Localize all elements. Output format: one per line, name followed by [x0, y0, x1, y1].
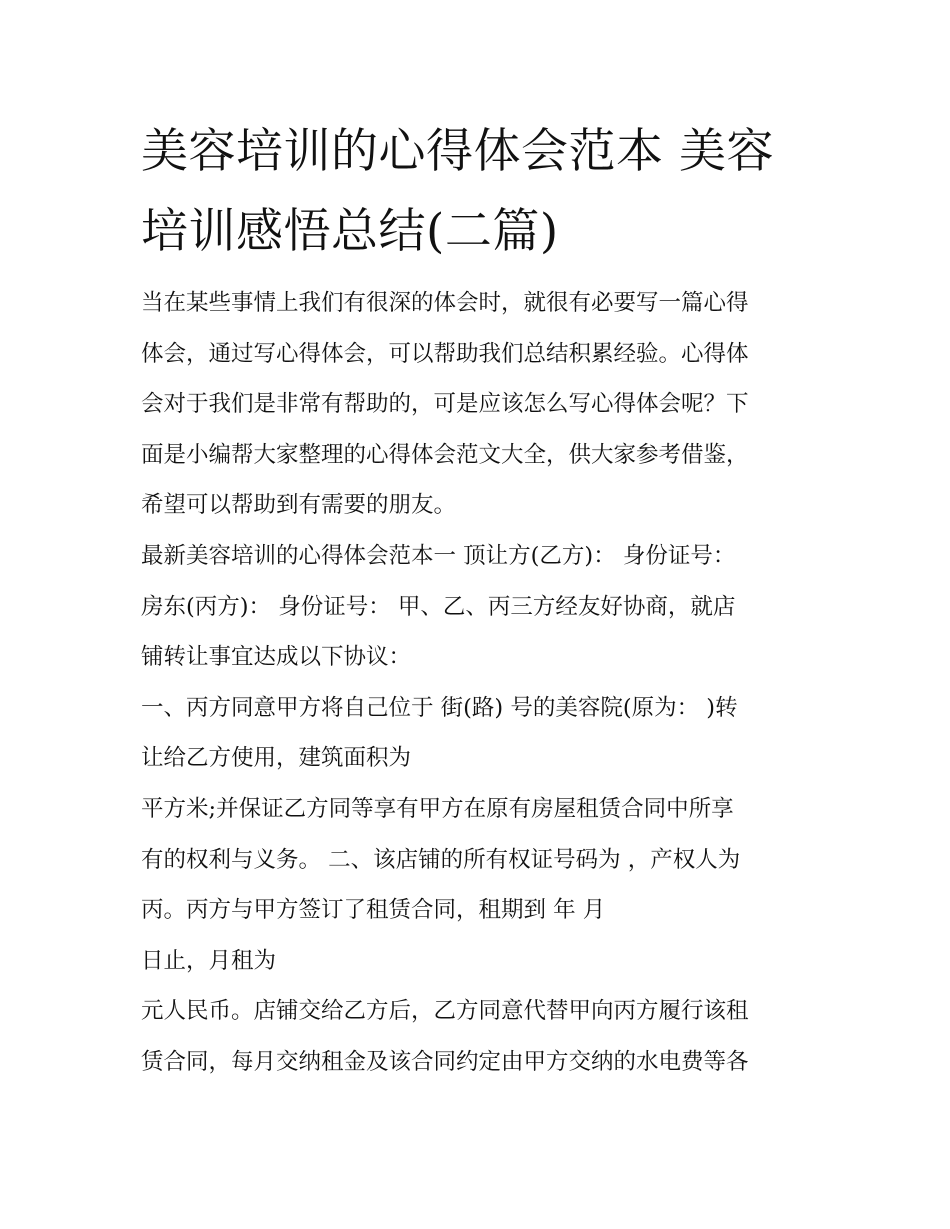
document-title [141, 112, 821, 272]
body-line-4: 面是小编帮大家整理的心得体会范文大全，供大家参考借鉴， [141, 441, 749, 468]
body-line-15: 元人民币。店铺交给乙方后，乙方同意代替甲向丙方履行该租 [141, 998, 749, 1025]
title-line-1: 美容培训的心得体会范本 美容 [141, 124, 774, 179]
body-line-5: 希望可以帮助到有需要的朋友。 [141, 492, 457, 519]
body-line-16: 赁合同，每月交纳租金及该合同约定由甲方交纳的水电费等各 [141, 1048, 749, 1075]
body-line-12: 有的权利与义务。 二、该店铺的所有权证号码为 ，产权人为 [141, 846, 741, 873]
body-line-7: 房东(丙方)： 身份证号： 甲、乙、丙三方经友好协商，就店 [141, 593, 736, 620]
body-line-3: 会对于我们是非常有帮助的，可是应该怎么写心得体会呢？下 [141, 391, 749, 418]
title-line-2: 培训感悟总结(二篇) [141, 204, 559, 259]
body-line-9: 一、丙方同意甲方将自己位于 街(路) 号的美容院(原为： )转 [141, 694, 738, 721]
body-line-10: 让给乙方使用，建筑面积为 [141, 745, 412, 772]
body-line-11: 平方米;并保证乙方同等享有甲方在原有房屋租赁合同中所享 [141, 795, 734, 822]
body-line-1: 当在某些事情上我们有很深的体会时，就很有必要写一篇心得 [141, 290, 749, 316]
body-line-13: 丙。丙方与甲方签订了租赁合同，租期到 年 月 [141, 897, 606, 924]
body-line-14: 日止，月租为 [141, 947, 277, 974]
body-line-8: 铺转让事宜达成以下协议： [141, 644, 412, 671]
body-line-6: 最新美容培训的心得体会范本一 顶让方(乙方)： 身份证号： [141, 542, 736, 569]
document-body [141, 278, 821, 1088]
body-line-2: 体会，通过写心得体会，可以帮助我们总结积累经验。心得体 [141, 340, 749, 367]
